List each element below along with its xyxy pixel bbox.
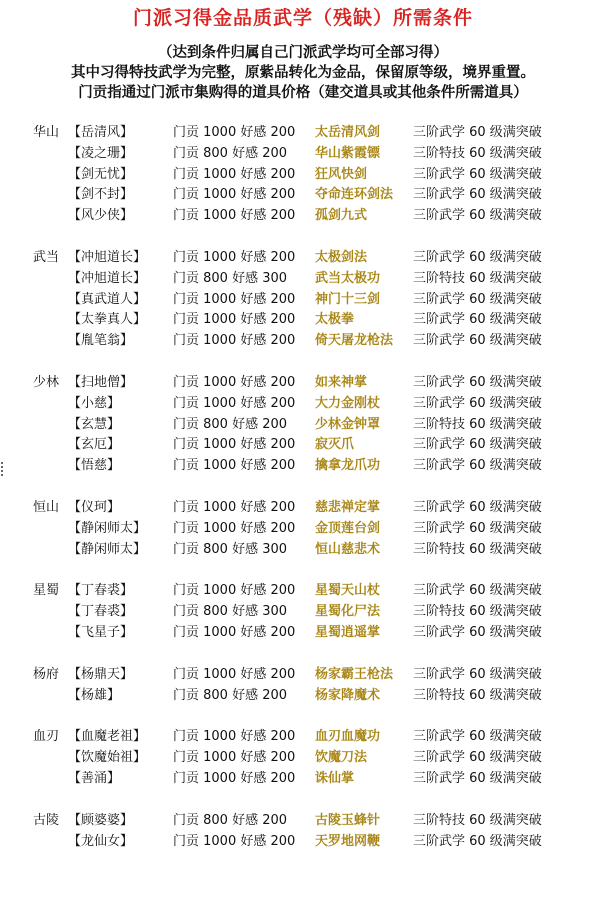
npc-name: 【 悟慈 】 [68,456,120,477]
npc-name: 【 顾婆婆 】 [68,811,133,832]
martial-art-name: 倚天屠龙枪法 [315,333,394,349]
sect-groups [0,123,606,873]
requirement-text: 三阶武学 60 级满突破 [413,291,542,307]
requirement-row [0,185,606,206]
requirement-row [0,665,606,686]
requirement-text: 三阶武学 60 级满突破 [413,583,542,599]
martial-art-name: 少林金钟罩 [315,416,381,432]
npc-name: 【 静闲师太 】 [68,540,146,561]
sect-group [0,498,606,560]
cost-text: 门贡 1000 好感 200 [173,833,296,849]
requirement-text: 三阶武学 60 级满突破 [413,833,542,849]
sect-group [0,665,606,707]
requirement-text: 三阶武学 60 级满突破 [413,437,542,453]
requirement-text: 三阶武学 60 级满突破 [413,729,542,745]
requirement-row [0,435,606,456]
martial-art-name: 夺命连环剑法 [315,187,394,203]
cost-text: 门贡 1000 好感 200 [173,374,296,390]
cost-text: 门贡 1000 好感 200 [173,249,296,265]
sect-group [0,811,606,853]
requirement-row [0,269,606,290]
requirement-row [0,165,606,186]
cost-text: 门贡 1000 好感 200 [173,729,296,745]
npc-name: 【 小慈 】 [68,394,120,415]
cost-text: 门贡 1000 好感 200 [173,458,296,474]
sect-group [0,581,606,643]
sect-group [0,727,606,789]
npc-name: 【 静闲师太 】 [68,519,146,540]
npc-name: 【 岳清风 】 [68,123,133,144]
martial-art-name: 慈悲禅定掌 [315,499,381,515]
requirement-row [0,540,606,561]
sect-name: 血刃 [33,729,60,745]
martial-art-name: 诛仙掌 [315,770,355,786]
document-header [0,5,606,103]
martial-art-name: 孤剑九式 [315,208,368,224]
cost-text: 门贡 800 好感 200 [173,416,288,432]
requirement-row [0,248,606,269]
martial-art-name: 太极剑法 [315,249,368,265]
requirement-text: 三阶特技 60 级满突破 [413,687,542,703]
requirement-row [0,373,606,394]
martial-art-name: 天罗地网鞭 [315,833,381,849]
requirement-row [0,623,606,644]
cost-text: 门贡 1000 好感 200 [173,208,296,224]
npc-name: 【 仪珂 】 [68,498,120,519]
martial-art-name: 神门十三剑 [315,291,381,307]
note-line-3: 门贡指通过门派市集购得的道具价格（建交道具或其他条件所需道具） [78,84,528,101]
npc-name: 【 杨雄 】 [68,686,120,707]
npc-name: 【 杨鼎天 】 [68,665,133,686]
npc-name: 【 胤笔翁 】 [68,331,133,352]
requirement-row [0,394,606,415]
martial-art-name: 星蜀化尸法 [315,604,381,620]
requirement-text: 三阶特技 60 级满突破 [413,812,542,828]
npc-name: 【 饮魔始祖 】 [68,748,146,769]
cost-text: 门贡 800 好感 200 [173,687,288,703]
requirement-row [0,498,606,519]
npc-name: 【 剑不封 】 [68,185,133,206]
requirement-row [0,415,606,436]
requirement-text: 三阶武学 60 级满突破 [413,166,542,182]
sect-name: 武当 [33,249,60,265]
npc-name: 【 扫地僧 】 [68,373,133,394]
npc-name: 【 冲旭道长 】 [68,269,146,290]
npc-name: 【 风少侠 】 [68,206,133,227]
sect-group [0,373,606,477]
requirement-text: 三阶特技 60 级满突破 [413,145,542,161]
npc-name: 【 冲旭道长 】 [68,248,146,269]
requirement-text: 三阶特技 60 级满突破 [413,270,542,286]
martial-art-name: 武当太极功 [315,270,381,286]
requirement-row [0,331,606,352]
requirement-row [0,310,606,331]
requirement-row [0,456,606,477]
requirement-text: 三阶武学 60 级满突破 [413,249,542,265]
martial-art-name: 古陵玉蜂针 [315,812,381,828]
requirement-text: 三阶武学 60 级满突破 [413,666,542,682]
requirement-row [0,602,606,623]
requirement-row [0,727,606,748]
requirement-text: 三阶武学 60 级满突破 [413,499,542,515]
cost-text: 门贡 1000 好感 200 [173,395,296,411]
cost-text: 门贡 1000 好感 200 [173,583,296,599]
requirement-text: 三阶特技 60 级满突破 [413,541,542,557]
requirement-text: 三阶武学 60 级满突破 [413,187,542,203]
requirement-row [0,811,606,832]
sect-name: 星蜀 [33,583,60,599]
martial-art-name: 杨家降魔术 [315,687,381,703]
npc-name: 【 真武道人 】 [68,290,146,311]
martial-art-name: 太岳清风剑 [315,125,381,140]
cost-text: 门贡 1000 好感 200 [173,333,296,349]
requirement-row [0,769,606,790]
requirement-text: 三阶武学 60 级满突破 [413,520,542,536]
cost-text: 门贡 1000 好感 200 [173,437,296,453]
cost-text: 门贡 1000 好感 200 [173,187,296,203]
npc-name: 【 凌之珊 】 [68,144,133,165]
cost-text: 门贡 1000 好感 200 [173,624,296,640]
npc-name: 【 血魔老祖 】 [68,727,146,748]
npc-name: 【 善涌 】 [68,769,120,790]
martial-art-name: 饮魔刀法 [315,750,368,766]
npc-name: 【 太拳真人 】 [68,310,146,331]
cost-text: 门贡 800 好感 300 [173,604,288,620]
martial-art-name: 大力金刚杖 [315,395,381,411]
requirement-row [0,748,606,769]
cost-text: 门贡 1000 好感 200 [173,166,296,182]
requirement-text: 三阶武学 60 级满突破 [413,312,542,328]
note-line-2: 其中习得特技武学为完整，原紫品转化为金品，保留原等级，境界重置。 [71,64,535,81]
npc-name: 【 丁春裘 】 [68,581,133,602]
requirement-row [0,206,606,227]
sect-name: 古陵 [33,812,60,828]
martial-art-name: 恒山慈悲术 [315,541,381,557]
cost-text: 门贡 800 好感 300 [173,270,288,286]
martial-art-name: 星蜀逍遥掌 [315,624,381,640]
cost-text: 门贡 1000 好感 200 [173,499,296,515]
sect-name: 恒山 [33,499,60,515]
note-line-1: （达到条件归属自己门派武学均可全部习得） [158,44,448,61]
martial-art-name: 杨家霸王枪法 [315,666,394,682]
requirement-text: 三阶武学 60 级满突破 [413,125,542,140]
requirement-row [0,686,606,707]
martial-art-name: 华山紫霞镖 [315,145,381,161]
requirement-row [0,832,606,853]
requirement-text: 三阶武学 60 级满突破 [413,374,542,390]
martial-art-name: 狂风快剑 [315,166,368,182]
requirement-row [0,144,606,165]
cost-text: 门贡 800 好感 200 [173,145,288,161]
requirement-text: 三阶特技 60 级满突破 [413,416,542,432]
cost-text: 门贡 1000 好感 200 [173,291,296,307]
martial-art-name: 如来神掌 [315,374,368,390]
sect-group [0,123,606,227]
requirement-row [0,123,606,144]
requirement-text: 三阶武学 60 级满突破 [413,395,542,411]
cost-text: 门贡 1000 好感 200 [173,125,296,140]
martial-art-name: 太极拳 [315,312,355,328]
cost-text: 门贡 1000 好感 200 [173,750,296,766]
npc-name: 【 丁春裘 】 [68,602,133,623]
martial-art-name: 血刃血魔功 [315,729,381,745]
requirement-text: 三阶武学 60 级满突破 [413,770,542,786]
requirement-text: 三阶武学 60 级满突破 [413,333,542,349]
npc-name: 【 玄厄 】 [68,435,120,456]
sect-group [0,248,606,352]
martial-art-name: 金顶莲台剑 [315,520,381,536]
npc-name: 【 剑无忧 】 [68,165,133,186]
martial-art-name: 擒拿龙爪功 [315,458,381,474]
npc-name: 【 飞星子 】 [68,623,133,644]
cost-text: 门贡 1000 好感 200 [173,520,296,536]
cost-text: 门贡 800 好感 300 [173,541,288,557]
cost-text: 门贡 800 好感 200 [173,812,288,828]
requirement-text: 三阶武学 60 级满突破 [413,750,542,766]
cost-text: 门贡 1000 好感 200 [173,666,296,682]
sect-name: 少林 [33,374,60,390]
npc-name: 【 龙仙女 】 [68,832,133,853]
npc-name: 【 玄慧 】 [68,415,120,436]
requirement-row [0,581,606,602]
requirement-text: 三阶武学 60 级满突破 [413,458,542,474]
requirement-text: 三阶武学 60 级满突破 [413,208,542,224]
cost-text: 门贡 1000 好感 200 [173,312,296,328]
martial-art-name: 星蜀天山杖 [315,583,381,599]
requirement-text: 三阶特技 60 级满突破 [413,604,542,620]
cost-text: 门贡 1000 好感 200 [173,770,296,786]
sect-name: 杨府 [33,666,60,682]
martial-art-name: 寂灭爪 [315,437,355,453]
sect-name: 华山 [33,125,60,140]
requirement-row [0,290,606,311]
requirement-text: 三阶武学 60 级满突破 [413,624,542,640]
document-title: 门派习得金品质武学（残缺）所需条件 [132,7,473,29]
requirement-row [0,519,606,540]
